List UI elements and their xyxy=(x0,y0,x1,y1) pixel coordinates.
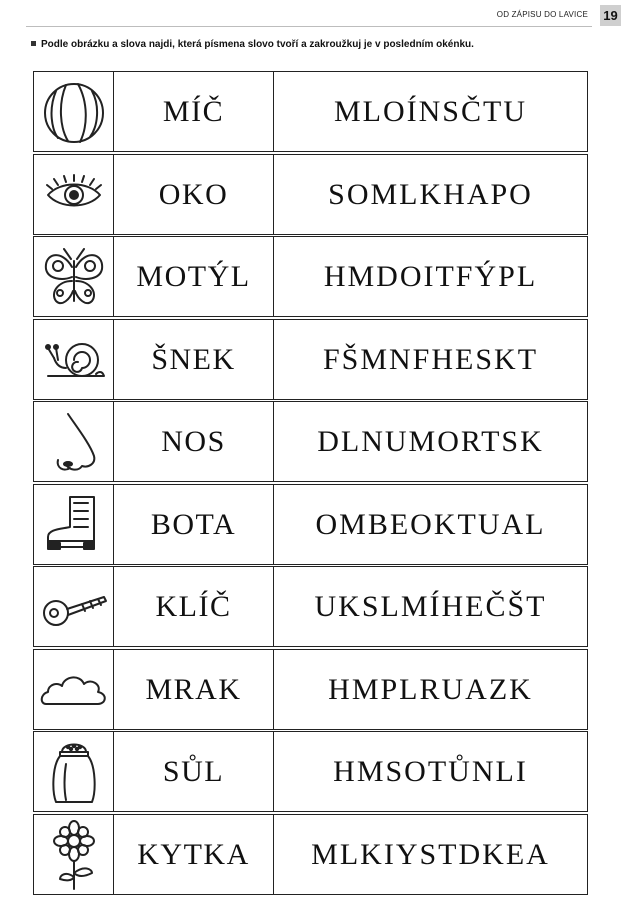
exercise-row xyxy=(33,649,588,730)
word-text: MOTÝL xyxy=(136,259,251,293)
exercise-row xyxy=(33,401,588,482)
exercise-table xyxy=(33,71,588,898)
word-text: BOTA xyxy=(150,507,237,541)
exercise-row xyxy=(33,484,588,565)
salt-shaker-icon xyxy=(38,736,110,808)
eye-icon xyxy=(38,159,110,231)
exercise-row xyxy=(33,731,588,812)
word-cell xyxy=(114,72,274,151)
word-cell xyxy=(114,320,274,399)
word-cell xyxy=(114,650,274,729)
letter-string[interactable]: UKSLMÍHEČŠT xyxy=(314,589,547,623)
letters-cell xyxy=(274,237,587,316)
instruction-text: Podle obrázku a slova najdi, která písmena slovo tvoří a zakroužkuj je v posledním okénku. xyxy=(41,39,474,50)
picture-cell xyxy=(34,650,114,729)
word-cell xyxy=(114,732,274,811)
letters-cell xyxy=(274,402,587,481)
letter-string[interactable]: MLKIYSTDKEA xyxy=(311,837,550,871)
boot-icon xyxy=(38,489,110,561)
letter-string[interactable]: SOMLKHAPO xyxy=(328,177,533,211)
picture-cell xyxy=(34,567,114,646)
letters-cell xyxy=(274,815,587,894)
picture-cell xyxy=(34,320,114,399)
letters-cell xyxy=(274,155,587,234)
snail-icon xyxy=(38,324,110,396)
word-text: OKO xyxy=(158,177,229,211)
word-text: ŠNEK xyxy=(151,342,236,376)
letters-cell xyxy=(274,650,587,729)
flower-icon xyxy=(38,819,110,891)
ball-icon xyxy=(38,76,110,148)
header-rule xyxy=(26,26,592,27)
word-text: SŮL xyxy=(162,754,225,788)
word-text: KLÍČ xyxy=(155,589,232,623)
bullet-icon xyxy=(31,41,36,46)
exercise-row xyxy=(33,154,588,235)
word-text: KYTKA xyxy=(137,837,250,871)
word-text: NOS xyxy=(161,424,226,458)
letters-cell xyxy=(274,320,587,399)
word-cell xyxy=(114,402,274,481)
exercise-row xyxy=(33,319,588,400)
letters-cell xyxy=(274,567,587,646)
letter-string[interactable]: HMPLRUAZK xyxy=(328,672,533,706)
picture-cell xyxy=(34,402,114,481)
letters-cell xyxy=(274,485,587,564)
word-cell xyxy=(114,815,274,894)
picture-cell xyxy=(34,732,114,811)
letter-string[interactable]: HMSOTŮNLI xyxy=(333,754,528,788)
exercise-row xyxy=(33,814,588,895)
letters-cell xyxy=(274,72,587,151)
nose-icon xyxy=(38,406,110,478)
cloud-icon xyxy=(38,654,110,726)
word-text: MRAK xyxy=(145,672,242,706)
word-cell xyxy=(114,485,274,564)
letter-string[interactable]: DLNUMORTSK xyxy=(317,424,544,458)
picture-cell xyxy=(34,815,114,894)
letter-string[interactable]: OMBEOKTUAL xyxy=(315,507,546,541)
letters-cell xyxy=(274,732,587,811)
word-cell xyxy=(114,155,274,234)
key-icon xyxy=(38,571,110,643)
exercise-row xyxy=(33,236,588,317)
page-number-badge: 19 xyxy=(600,5,621,26)
word-text: MÍČ xyxy=(162,94,225,128)
word-cell xyxy=(114,237,274,316)
butterfly-icon xyxy=(38,241,110,313)
picture-cell xyxy=(34,237,114,316)
instruction-line xyxy=(31,39,474,50)
exercise-row xyxy=(33,566,588,647)
picture-cell xyxy=(34,155,114,234)
letter-string[interactable]: FŠMNFHESKT xyxy=(322,342,539,376)
letter-string[interactable]: HMDOITFÝPL xyxy=(323,259,538,293)
picture-cell xyxy=(34,485,114,564)
letter-string[interactable]: MLOÍNSČTU xyxy=(333,94,527,128)
word-cell xyxy=(114,567,274,646)
picture-cell xyxy=(34,72,114,151)
exercise-row xyxy=(33,71,588,152)
section-label: OD ZÁPISU DO LAVICE xyxy=(496,10,588,19)
